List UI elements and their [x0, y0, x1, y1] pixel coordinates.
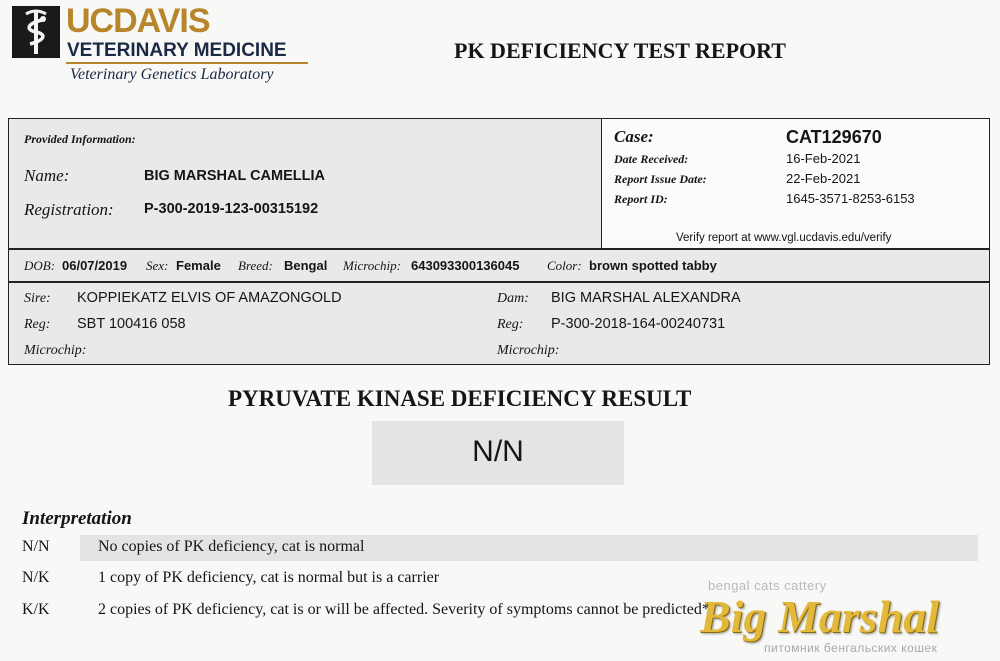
- sire-label: Sire:: [24, 291, 51, 306]
- lab-name: Veterinary Genetics Laboratory: [70, 66, 274, 83]
- dam-label: Dam:: [497, 291, 529, 306]
- provided-info-box: [8, 118, 603, 249]
- name-label: Name:: [24, 166, 70, 185]
- microchip-label: Microchip:: [343, 258, 401, 273]
- case-number: CAT129670: [786, 127, 882, 147]
- animal-details-row: [8, 249, 990, 282]
- caduceus-logo-icon: [12, 6, 60, 58]
- interpretation-code: K/K: [22, 601, 50, 618]
- sire-reg-label: Reg:: [24, 317, 51, 332]
- date-received-value: 16-Feb-2021: [786, 151, 861, 166]
- report-id-label: Report ID:: [614, 192, 668, 206]
- report-id-value: 1645-3571-8253-6153: [786, 191, 915, 206]
- watermark-subtitle: питомник бенгальских кошек: [764, 641, 938, 655]
- interpretation-text: 2 copies of PK deficiency, cat is or will be affected. Severity of symptoms cannot be predicted*: [98, 601, 710, 618]
- result-box: [372, 421, 624, 485]
- interpretation-heading: Interpretation: [22, 508, 132, 529]
- logo-divider: [66, 62, 308, 64]
- department-name: VETERINARY MEDICINE: [67, 40, 287, 61]
- color-value: brown spotted tabby: [589, 258, 717, 273]
- registration-value: P-300-2019-123-00315192: [144, 201, 319, 217]
- watermark-caption: bengal cats cattery: [708, 578, 827, 593]
- provided-info-heading: Provided Information:: [24, 132, 136, 146]
- dam-value: BIG MARSHAL ALEXANDRA: [551, 290, 741, 306]
- case-label: Case:: [614, 127, 654, 146]
- microchip-value: 643093300136045: [411, 258, 520, 273]
- result-heading: PYRUVATE KINASE DEFICIENCY RESULT: [228, 386, 692, 411]
- verify-link[interactable]: Verify report at www.vgl.ucdavis.edu/verify: [676, 232, 892, 244]
- registration-label: Registration:: [24, 200, 114, 219]
- sex-label: Sex:: [146, 258, 169, 273]
- interpretation-text: 1 copy of PK deficiency, cat is normal but is a carrier: [98, 569, 440, 586]
- dam-microchip-label: Microchip:: [497, 343, 560, 358]
- breed-label: Breed:: [238, 258, 273, 273]
- watermark-logo: Big Marshal: [700, 591, 940, 642]
- dam-reg-value: P-300-2018-164-00240731: [551, 316, 726, 332]
- breed-value: Bengal: [284, 258, 328, 273]
- case-info-box: [601, 118, 990, 249]
- dob-value: 06/07/2019: [62, 258, 128, 273]
- sire-reg-value: SBT 100416 058: [77, 316, 186, 332]
- result-value: N/N: [472, 435, 524, 468]
- sire-value: KOPPIEKATZ ELVIS OF AMAZONGOLD: [77, 290, 342, 306]
- report-title: PK DEFICIENCY TEST REPORT: [454, 38, 786, 63]
- sex-value: Female: [176, 258, 221, 273]
- dob-label: DOB:: [24, 258, 56, 273]
- sire-microchip-label: Microchip:: [24, 343, 87, 358]
- interpretation-code: N/K: [22, 569, 50, 586]
- date-received-label: Date Received:: [614, 152, 689, 166]
- interpretation-text: No copies of PK deficiency, cat is normal: [98, 538, 365, 555]
- name-value: BIG MARSHAL CAMELLIA: [144, 168, 325, 184]
- color-label: Color:: [547, 258, 582, 273]
- issue-date-label: Report Issue Date:: [614, 172, 707, 186]
- issue-date-value: 22-Feb-2021: [786, 171, 861, 186]
- parents-box: [8, 282, 990, 365]
- dam-reg-label: Reg:: [497, 317, 524, 332]
- interpretation-code: N/N: [22, 538, 50, 555]
- ucdavis-logo-text: UCDAVIS: [66, 2, 210, 40]
